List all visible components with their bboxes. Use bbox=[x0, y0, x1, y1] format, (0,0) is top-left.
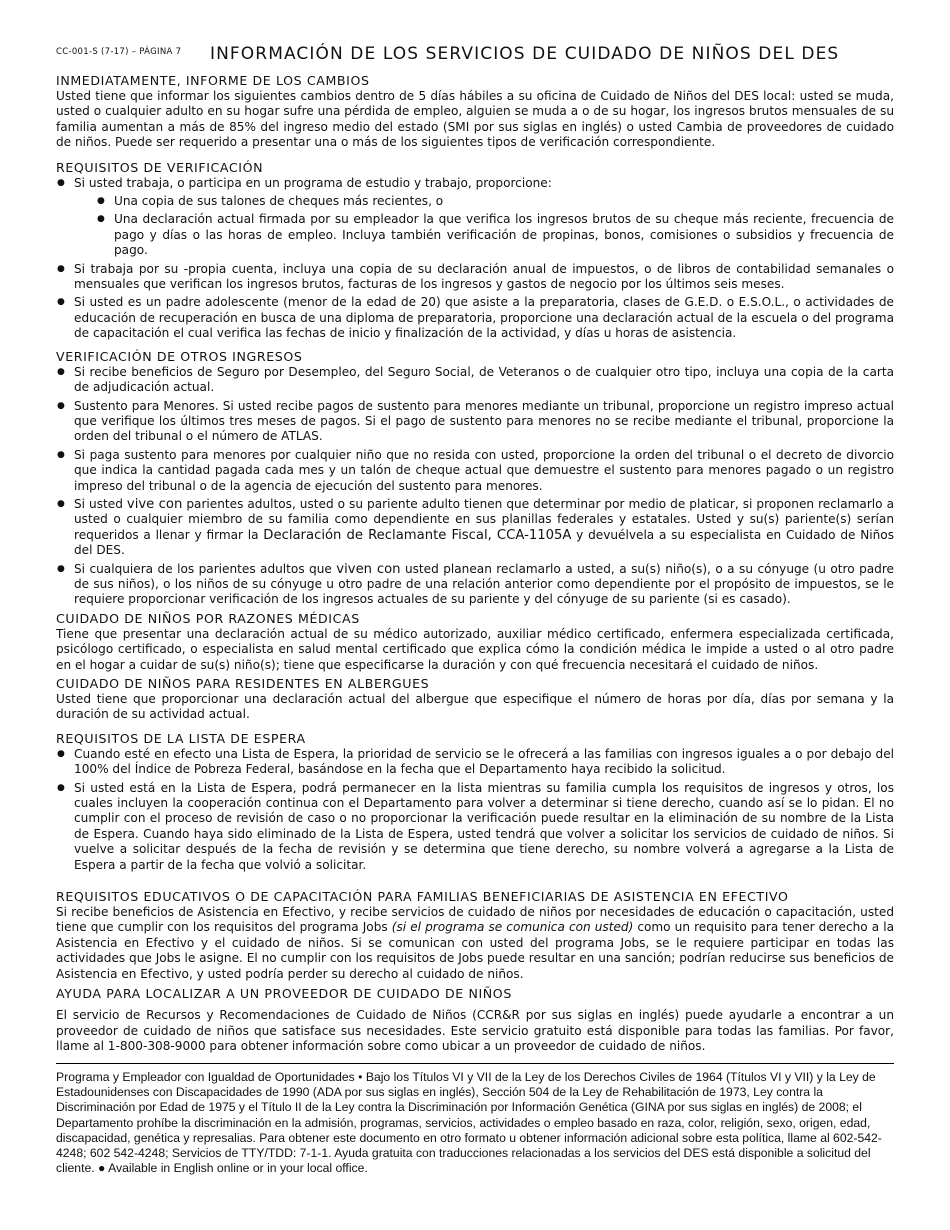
list-item: ● Cuando esté en efecto una Lista de Espera, la prioridad de servicio se le ofrecerá a las familias con ingresos iguales a o por debajo del 100% del Índice de Pobreza Federal, basándose en la fecha que el Departamento haya recibido la solicitud. bbox=[56, 747, 894, 778]
list-item: ● Sustento para Menores. Si usted recibe pagos de sustento para menores mediante un tribunal, proporcione un registro impreso actual que verifique los últimos tres meses de pagos. Si el pago de sustento para menores no se recibe mediante el tribunal, proporcione la orden del tribunal o el número de ATLAS. bbox=[56, 399, 894, 445]
section-text bbox=[56, 905, 894, 982]
section-heading: VERIFICACIÓN DE OTROS INGRESOS bbox=[56, 348, 303, 364]
form-header bbox=[56, 44, 894, 64]
footer bbox=[56, 1063, 894, 1176]
bullet-list bbox=[56, 176, 894, 342]
list-item: ● Si usted está en la Lista de Espera, podrá permanecer en la lista mientras su familia cumpla los requisitos de ingresos y otros, los cuales incluyen la cooperación continua con el Departamento para volver a determinar si tiene derecho, cuando así se lo pidan. El no cumplir con el proceso de revisión de caso o no proporcionar la verificación puede resultar en la eliminación de su nombre de la Lista de Espera. Cuando haya sido eliminado de la Lista de Espera, usted tendrá que volver a solicitar los servicios de cuidado de niños. Si vuelve a solicitar después de la fecha de revisión y se determina que tiene derecho, su nombre volverá a agregarse a la Lista de Espera a partir de la fecha que volvió a solicitar. bbox=[56, 781, 894, 873]
section-changes bbox=[56, 73, 894, 151]
list-item: ● Si trabaja por su -propia cuenta, incluya una copia de su declaración anual de impuestos, o de libros de contabilidad semanales o mensuales que verifican los ingresos brutos, facturas de los ingresos y gastos de negocio por los últimos seis meses. bbox=[56, 262, 894, 293]
text-run: Si usted bbox=[74, 496, 127, 511]
text-run: Si cualquiera de los parientes adultos que bbox=[74, 561, 337, 576]
page-title: INFORMACIÓN DE LOS SERVICIOS DE CUIDADO DE NIÑOS DEL DES bbox=[210, 44, 840, 64]
list-item: ● Si paga sustento para menores por cualquier niño que no resida con usted, proporcione la orden del tribunal o el decreto de divorcio que indica la cantidad pagada cada mes y un talón de cheque actual que demuestre el sustento para menores pagado o un registro impreso del tribunal o de la agencia de ejecución del sustento para menores. bbox=[56, 448, 894, 494]
sub-list-item: ● Una declaración actual firmada por su empleador la que verifica los ingresos brutos de su cheque más reciente, frecuencia de pago y días o las horas de empleo. Incluya también verificación de propinas, bonos, comisiones o subsidios y frecuencia de pago. bbox=[96, 212, 894, 258]
list-item-text: Si usted trabaja, o participa en un programa de estudio y trabajo, proporcione: bbox=[74, 175, 552, 190]
section-verification bbox=[56, 160, 894, 342]
list-item: ● Si usted es un padre adolescente (menor de la edad de 20) que asiste a la preparatoria, clases de G.E.D. o E.S.O.L., o actividades de educación de recuperación en busca de una diploma de preparatoria, proporcione una declaración actual de la escuela o del programa de capacitación el cual verifica las fechas de inicio y finalización de la actividad, y días u horas de asistencia. bbox=[56, 295, 894, 341]
text-run: como un requisito para tener derecho a la Asistencia en Efectivo y el cuidado de niños. Si se comunican con usted del programa Jobs, se le requiere participar en todas las actividades que Jobs le asigne. El no cumplir con los requisitos de Jobs puede resultar en una sanción; podrían reducirse sus beneficios de Asistencia en Efectivo, y usted podría perder su derecho al cuidado de niños. bbox=[56, 920, 894, 981]
list-item bbox=[56, 176, 894, 259]
bullet-list bbox=[56, 747, 894, 873]
section-heading: REQUISITOS DE LA LISTA DE ESPERA bbox=[56, 730, 306, 746]
text-run-emphasis: vive con bbox=[126, 496, 183, 512]
section-other-income bbox=[56, 349, 894, 608]
section-text: Usted tiene que proporcionar una declaración actual del albergue que especifique el número de horas por día, días por semana y la duración de su actividad actual. bbox=[56, 692, 894, 722]
text-run-italic: (si el programa se comunica con usted) bbox=[391, 920, 634, 935]
section-shelter bbox=[56, 676, 894, 723]
footer-text: Programa y Empleador con Igualdad de Oportunidades • Bajo los Títulos VI y VII de la Ley de los Derechos Civiles de 1964 (Títulos VI y VII) y la Ley de Estadounidenses con Discapacidades de 1990 (ADA por sus siglas en inglés), Sección 504 de la Ley de Rehabilitación de 1973, Ley contra la Discriminación por Edad de 1975 y el Título II de la Ley contra la Discriminación por Información Genética (GINA por sus siglas en inglés) de 2008; el Departamento prohíbe la discriminación en la admisión, programas, servicios, actividades o empleo basado en raza, color, religión, sexo, origen, edad, discapacidad, genética y represalias. Para obtener este documento en otro formato u obtener información adicional sobre esta política, llame al 602-542-4248; 602 542-4248; Servicios de TTY/TDD: 7-1-1. Ayuda gratuita con traducciones relacionadas a los servicios del DES está disponible a solicitud del cliente. ● Available in English online or in your local office. bbox=[56, 1070, 882, 1176]
section-education bbox=[56, 889, 894, 982]
section-medical bbox=[56, 611, 894, 673]
section-heading: REQUISITOS DE VERIFICACIÓN bbox=[56, 159, 264, 175]
bullet-list bbox=[56, 365, 894, 608]
list-item bbox=[56, 562, 894, 608]
sub-list-item: ● Una copia de sus talones de cheques más recientes, o bbox=[96, 194, 894, 209]
section-heading: REQUISITOS EDUCATIVOS O DE CAPACITACIÓN PARA FAMILIAS BENEFICIARIAS DE ASISTENCIA EN EFECTIVO bbox=[56, 889, 789, 905]
section-text: El servicio de Recursos y Recomendaciones de Cuidado de Niños (CCR&R por sus siglas en inglés) puede ayudarle a encontrar a un proveedor de cuidado de niños que satisface sus necesidades. Este servicio gratuito está disponible para todas las familias. Por favor, llame al 1-800-308-9000 para obtener información sobre como ubicar a un proveedor de cuidado de niños. bbox=[56, 1008, 894, 1053]
section-heading: AYUDA PARA LOCALIZAR A UN PROVEEDOR DE CUIDADO DE NIÑOS bbox=[56, 986, 512, 1002]
form-reference: Declaración de Reclamante Fiscal, CCA-1105A bbox=[263, 527, 572, 543]
text-run: y devuélvela a su especialista en Cuidado de Niños del DES. bbox=[74, 527, 894, 558]
section-text: Usted tiene que informar los siguientes cambios dentro de 5 días hábiles a su oficina de Cuidado de Niños del DES local: usted se muda, usted o cualquier adulto en su hogar sufre una pérdida de empleo, alguien se muda a o de su hogar, los ingresos brutos mensuales de su familia aumentan a más de 85% del ingreso medio del estado (SMI por sus siglas en inglés) o usted Cambia de proveedores de cuidado de niños. Puede ser requerido a presentar una o más de los siguientes tipos de verificación correspondiente. bbox=[56, 89, 894, 150]
section-waitlist bbox=[56, 731, 894, 873]
section-heading: INMEDIATAMENTE, INFORME DE LOS CAMBIOS bbox=[56, 73, 370, 88]
sub-list bbox=[96, 194, 894, 259]
section-heading: CUIDADO DE NIÑOS POR RAZONES MÉDICAS bbox=[56, 610, 360, 626]
form-id: CC-001-S (7-17) – PÁGINA 7 bbox=[56, 47, 182, 57]
text-run: Si recibe beneficios de Asistencia en Efectivo, y recibe servicios de cuidado de niños por necesidades de educación o capacitación, usted tiene que cumplir con los requisitos del programa Jobs bbox=[56, 905, 894, 935]
list-item: ● Si recibe beneficios de Seguro por Desempleo, del Seguro Social, de Veteranos o de cualquier otro tipo, incluya una copia de la carta de adjudicación actual. bbox=[56, 365, 894, 396]
document-page bbox=[56, 44, 894, 1054]
section-heading: CUIDADO DE NIÑOS PARA RESIDENTES EN ALBERGUES bbox=[56, 676, 430, 691]
section-provider bbox=[56, 986, 894, 1054]
text-run: usted planean reclamarlo a usted, a su(s) niño(s), o a su cónyuge (u otro padre de sus niños), o los niños de su cónyuge u otro padre de una relación anterior como dependiente por el propósito de impuestos, se le requiere proporcionar verificación de los ingresos actuales de su pariente y del cónyuge de su pariente (si es casado). bbox=[74, 561, 894, 607]
section-text: Tiene que presentar una declaración actual de su médico autorizado, auxiliar médico certificado, enfermera especializada certificada, psicólogo certificado, o especialista en salud mental certificado que explica cómo la condición médica le impide a usted o al otro padre en el hogar a cuidar de su(s) niño(s); tiene que especificarse la duración y con qué frecuencia necesitará el cuidado de niños. bbox=[56, 626, 894, 672]
list-item bbox=[56, 497, 894, 559]
text-run: parientes adultos, usted o su pariente adulto tienen que determinar por medio de platicar, si proponen reclamarlo a usted o cualquier miembro de su familia como dependiente en sus planillas federales y estatales. Usted y su(s) pariente(s) serían requeridos a llenar y firmar la bbox=[74, 496, 894, 542]
text-run-emphasis: viven con bbox=[336, 561, 401, 577]
